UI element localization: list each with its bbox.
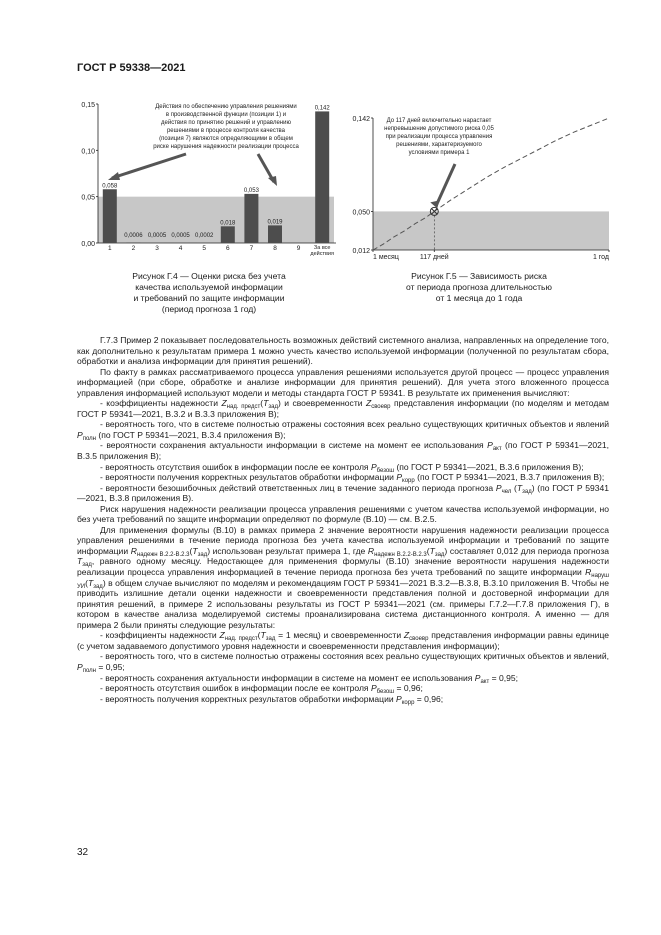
y-tick-label: 0,00 bbox=[81, 241, 95, 248]
figure-g5-svg bbox=[347, 98, 611, 268]
annotation-arrowhead bbox=[268, 176, 277, 186]
x-tick-label: 1 месяц bbox=[373, 254, 399, 261]
figure-g5-caption-line: от периода прогноза длительностью bbox=[406, 282, 552, 292]
figure-g5-annotation-line: условиями примера 1 bbox=[408, 150, 470, 156]
figure-g4-chart bbox=[78, 98, 340, 257]
paragraph: По факту в рамках рассматриваемого процесса управления решениями используется другой процесс — процесс управления информацией (при сборе, обработке и анализе информации для принятия решений). Для учета этого вложенного процесса управления информацией используют модели и методы стандарта ГОСТ Р 59341. В результате их применения вычисляют: bbox=[77, 366, 609, 398]
list-item: - вероятность того, что в системе полностью отражены состояния всех реально существующих критичных объектов и явлений, $P_{полн} = 0,95$; bbox=[77, 651, 609, 674]
bar-value-label: 0,053 bbox=[243, 187, 259, 194]
list-item: - вероятности безошибочных действий ответственных лиц в течение заданного периода прогноза $P_{чел}$ $(T_{зад})$ (по ГОСТ Р 59341—2021, В.3.8 приложения В). bbox=[77, 482, 609, 504]
bar-value-label: 0,019 bbox=[267, 219, 283, 226]
bar-value-label: 0,0006 bbox=[124, 233, 143, 239]
figure-g5-annotation-line: До 117 дней включительно нарастает bbox=[386, 118, 492, 124]
figure-g4-annotation-line: (позиция 7) являются определяющими в общем bbox=[159, 136, 293, 142]
x-tick-label: 6 bbox=[225, 245, 230, 252]
x-tick-label: 3 bbox=[155, 245, 159, 252]
figure-g5-caption bbox=[347, 271, 611, 304]
figure-g5-caption-line: от 1 месяца до 1 года bbox=[435, 293, 523, 303]
x-tick-label: 4 bbox=[178, 245, 183, 252]
figure-g5-annotation-line: при реализации процесса управления bbox=[385, 134, 493, 140]
x-tick-label: 8 bbox=[273, 245, 277, 252]
paragraph: Для применения формулы (В.10) в рамках примера 2 значение вероятности нарушения надежности реализации процесса управления решениями в течение периода прогноза без учета качества используемой информации и требований по защите информации $R_{надежн В.2.2-В.2.3}(T_{зад})$ использован результат примера 1, где $R_{надежн В.2.2-В.2.3}(T_{зад})$ составляет 0,012 для периода прогноза $T_{зад}$, равного одному месяцу. Недостающее для применения формулы (В.10) значение вероятности нарушения надежности реализации процесса управления информацией в течение периода прогноза без учета требований по защите информации $R_{наруш УИ}(T_{зад})$ в общем случае вычисляют по моделям и рекомендациям ГОСТ Р 59341—2021 В.3.2—В.3.8, В.3.10 приложения В. Чтобы не приводить излишние детали оценки надежности и своевременности представления полной и достоверной информации для принятия решений, в примере 2 использованы результаты из ГОСТ Р 59341—2021 (см. примеры Г.7.2—Г.7.8 приложения Г), в котором в качестве анализа моделируемой системы проанализирована система дистанционного контроля. А именно — для примера 2 были приняты следующие результаты: bbox=[77, 524, 609, 630]
list-item: - вероятность отсутствия ошибок в информации после ее контроля $P_{безош}$ (по ГОСТ Р 59341—2021, В.3.6 приложения В); bbox=[100, 461, 584, 474]
list-item: - коэффициенты надежности $Z_{над. предст}(T_{зад} = 1$ месяц) и своевременности $Z_{своевр}$ представления информации равны единице (с учетом задаваемого допустимого уровня надежности и своевременности представления информации); bbox=[77, 630, 609, 651]
annotation-arrowhead bbox=[108, 172, 120, 180]
paragraph: Риск нарушения надежности реализации процесса управления решениями с учетом качества используемой информации, но без учета требований по защите информации определяют по формуле (В.10) — см. В.2.5. bbox=[77, 503, 609, 525]
bar bbox=[150, 243, 164, 244]
bar bbox=[315, 111, 329, 243]
figure-g4-annotation-line: действия по принятию решений и управлению bbox=[161, 120, 291, 126]
x-tick-label: действия bbox=[310, 251, 334, 257]
annotation-arrow bbox=[112, 154, 186, 178]
bar-value-label: 0,018 bbox=[220, 220, 236, 227]
list-item: - вероятность того, что в системе полностью отражены состояния всех реально существующих критичных объектов и явлений $P_{полн}$ (по ГОСТ Р 59341—2021, В.3.4 приложения В); bbox=[77, 419, 609, 442]
figure-g4-caption-line: и требований по защите информации bbox=[133, 293, 285, 303]
list-item: - коэффициенты надежности $Z_{над. предст}(T_{зад})$ и своевременности $Z_{своевр}$ представления информации (по моделям и методам ГОСТ Р 59341—2021, В.3.2 и В.3.3 приложения В); bbox=[77, 398, 609, 419]
figure-g4-caption bbox=[78, 271, 340, 315]
figure-g4-caption-line: Рисунок Г.4 — Оценки риска без учета bbox=[132, 271, 286, 281]
bar-value-label: 0,0005 bbox=[171, 233, 190, 239]
bar-value-label: 0,0005 bbox=[147, 233, 167, 239]
paragraph: Г.7.3 Пример 2 показывает последовательность возможных действий системного анализа, направленных на определение того, как дополнительно к результатам примера 1 можно учесть качество используемой информации (полученной по результатам сбора, обработки и анализа информации для принятия решений). bbox=[77, 335, 609, 367]
bar-value-label: 0,0002 bbox=[195, 233, 214, 239]
list-item: - вероятность получения корректных результатов обработки информации $P_{корр} = 0,96$; bbox=[100, 693, 444, 706]
bar-value-label: 0,142 bbox=[314, 105, 330, 112]
figure-g5-caption-line: Рисунок Г.5 — Зависимость риска bbox=[411, 271, 547, 281]
x-tick-label: 7 bbox=[249, 245, 254, 252]
figure-g4-caption-line: качества используемой информации bbox=[135, 282, 283, 292]
bar bbox=[197, 243, 211, 244]
x-tick-label: 1 год bbox=[592, 254, 609, 261]
x-tick-label: 1 bbox=[107, 245, 112, 252]
x-tick-label: 117 дней bbox=[419, 254, 449, 261]
bar bbox=[244, 194, 258, 243]
y-tick-label: 0,05 bbox=[81, 194, 95, 202]
figure-g5-annotation-line: решениями, характеризуемого bbox=[396, 142, 482, 148]
figure-g5-chart bbox=[347, 98, 611, 268]
x-tick-label: 2 bbox=[131, 245, 136, 252]
y-tick-label: 0,050 bbox=[352, 209, 370, 217]
y-tick-label: 0,012 bbox=[352, 248, 370, 255]
list-item: - вероятность отсутствия ошибок в информации после ее контроля $P_{безош} = 0,96$; bbox=[100, 683, 423, 696]
figure-g4-annotation-line: Действия по обеспечению управления решениями bbox=[155, 104, 297, 110]
x-tick-label: За все bbox=[313, 245, 331, 251]
x-tick-label: 9 bbox=[296, 245, 301, 252]
figure-g4-svg bbox=[78, 98, 340, 257]
bar bbox=[126, 242, 140, 243]
bar bbox=[221, 226, 235, 243]
page-header: ГОСТ Р 59338—2021 bbox=[77, 62, 186, 74]
list-item: - вероятности получения корректных результатов обработки информации $P_{корр}$ (по ГОСТ Р 59341—2021, В.3.7 приложения В); bbox=[100, 472, 605, 485]
body-text bbox=[77, 335, 609, 704]
bar bbox=[174, 243, 188, 244]
y-tick-label: 0,10 bbox=[81, 148, 95, 156]
x-tick-label: 5 bbox=[202, 245, 207, 252]
bar-value-label: 0,058 bbox=[102, 183, 118, 190]
y-tick-label: 0,142 bbox=[352, 116, 370, 123]
figure-g4-annotation-line: в производственной функции (позиции 1) и bbox=[165, 112, 287, 118]
figure-g5-annotation-line: непревышение допустимого риска 0,05 bbox=[384, 126, 494, 132]
figure-g4-annotation-line: риске нарушения надежности реализации процесса bbox=[153, 144, 299, 150]
figure-g4-annotation-line: решениями в процессе контроля качества bbox=[166, 128, 286, 134]
page-number: 32 bbox=[77, 847, 89, 858]
bar bbox=[103, 189, 117, 243]
annotation-arrow bbox=[436, 164, 455, 205]
y-tick-label: 0,15 bbox=[81, 102, 95, 109]
list-item: - вероятности сохранения актуальности информации в системе на момент ее использования $P_{акт}$ (по ГОСТ Р 59341—2021, В.3.5 приложения В); bbox=[77, 440, 609, 462]
bar bbox=[268, 225, 282, 243]
figure-g4-caption-line: (период прогноза 1 год) bbox=[161, 304, 257, 314]
threshold-band bbox=[373, 211, 609, 250]
list-item: - вероятность сохранения актуальности информации в системе на момент ее использования $P_{акт} = 0,95$; bbox=[100, 672, 518, 685]
